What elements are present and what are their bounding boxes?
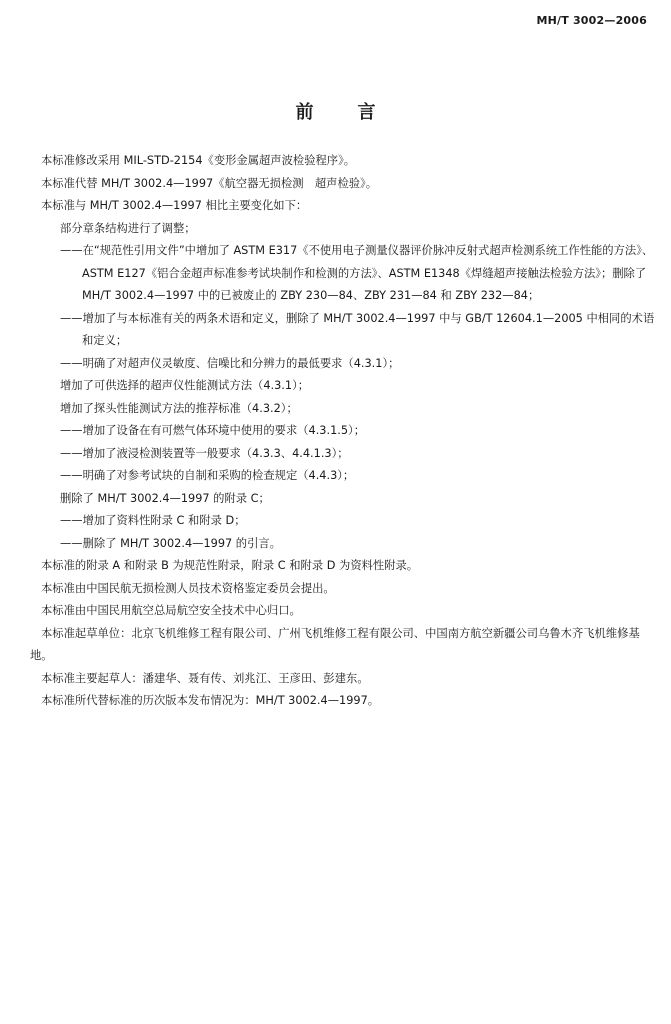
change-item: ——在“规范性引用文件”中增加了 ASTM E317《不使用电子测量仪器评价脉冲反射式超声检测系统工作性能的方法》、ASTM E127《铝合金超声标准参考试块制作和检测的方法》、ASTM E1348《焊缝超声接触法检验方法》；删除了 MH/T 3002.4—1997 中的已被废止的 ZBY 230—84、ZBY 231—84 和 ZBY 232—84；: [60, 244, 654, 302]
paragraph-drafting-units: 本标准起草单位：北京飞机维修工程有限公司、广州飞机维修工程有限公司、中国南方航空新疆公司乌鲁木齐飞机维修基地。: [30, 626, 640, 662]
paragraph-adoption: 本标准修改采用 MIL-STD-2154《变形金属超声波检验程序》。: [41, 154, 356, 167]
change-item: 删除了 MH/T 3002.4—1997 的附录 C；: [60, 491, 270, 505]
change-item: 增加了探头性能测试方法的推荐标准（4.3.2）；: [60, 401, 298, 415]
change-item: ——明确了对参考试块的自制和采购的检查规定（4.4.3）；: [60, 469, 355, 482]
paragraph-proposer: 本标准由中国民航无损检测人员技术资格鉴定委员会提出。: [41, 581, 335, 595]
paragraph-administrator: 本标准由中国民用航空总局航空安全技术中心归口。: [41, 604, 301, 617]
paragraph-annexes: 本标准的附录 A 和附录 B 为规范性附录，附录 C 和附录 D 为资料性附录。: [41, 559, 419, 572]
change-item: ——增加了与本标准有关的两条术语和定义，删除了 MH/T 3002.4—1997 中与 GB/T 12604.1—2005 中相同的术语和定义；: [60, 311, 655, 347]
change-item: 部分章条结构进行了调整；: [60, 221, 196, 235]
foreword-body: [30, 150, 658, 713]
page-title: 前言: [295, 102, 420, 123]
change-item: 增加了可供选择的超声仪性能测试方法（4.3.1）；: [60, 379, 310, 392]
standard-code: MH/T 3002—2006: [536, 14, 647, 27]
change-item: ——增加了设备在有可燃气体环境中使用的要求（4.3.1.5）；: [60, 424, 365, 437]
paragraph-replaces: 本标准代替 MH/T 3002.4—1997《航空器无损检测 超声检验》。: [41, 176, 377, 190]
paragraph-changes-intro: 本标准与 MH/T 3002.4—1997 相比主要变化如下：: [41, 199, 308, 212]
change-item: ——增加了资料性附录 C 和附录 D；: [60, 514, 246, 527]
change-item: ——增加了液浸检测装置等一般要求（4.3.3、4.4.1.3）；: [60, 446, 349, 460]
change-item: ——明确了对超声仪灵敏度、信噪比和分辨力的最低要求（4.3.1）；: [60, 356, 400, 370]
paragraph-drafters: 本标准主要起草人：潘建华、聂有传、刘兆江、王彦田、彭建东。: [41, 671, 369, 685]
change-item: ——删除了 MH/T 3002.4—1997 的引言。: [60, 536, 281, 550]
paragraph-history: 本标准所代替标准的历次版本发布情况为：MH/T 3002.4—1997。: [41, 694, 380, 707]
